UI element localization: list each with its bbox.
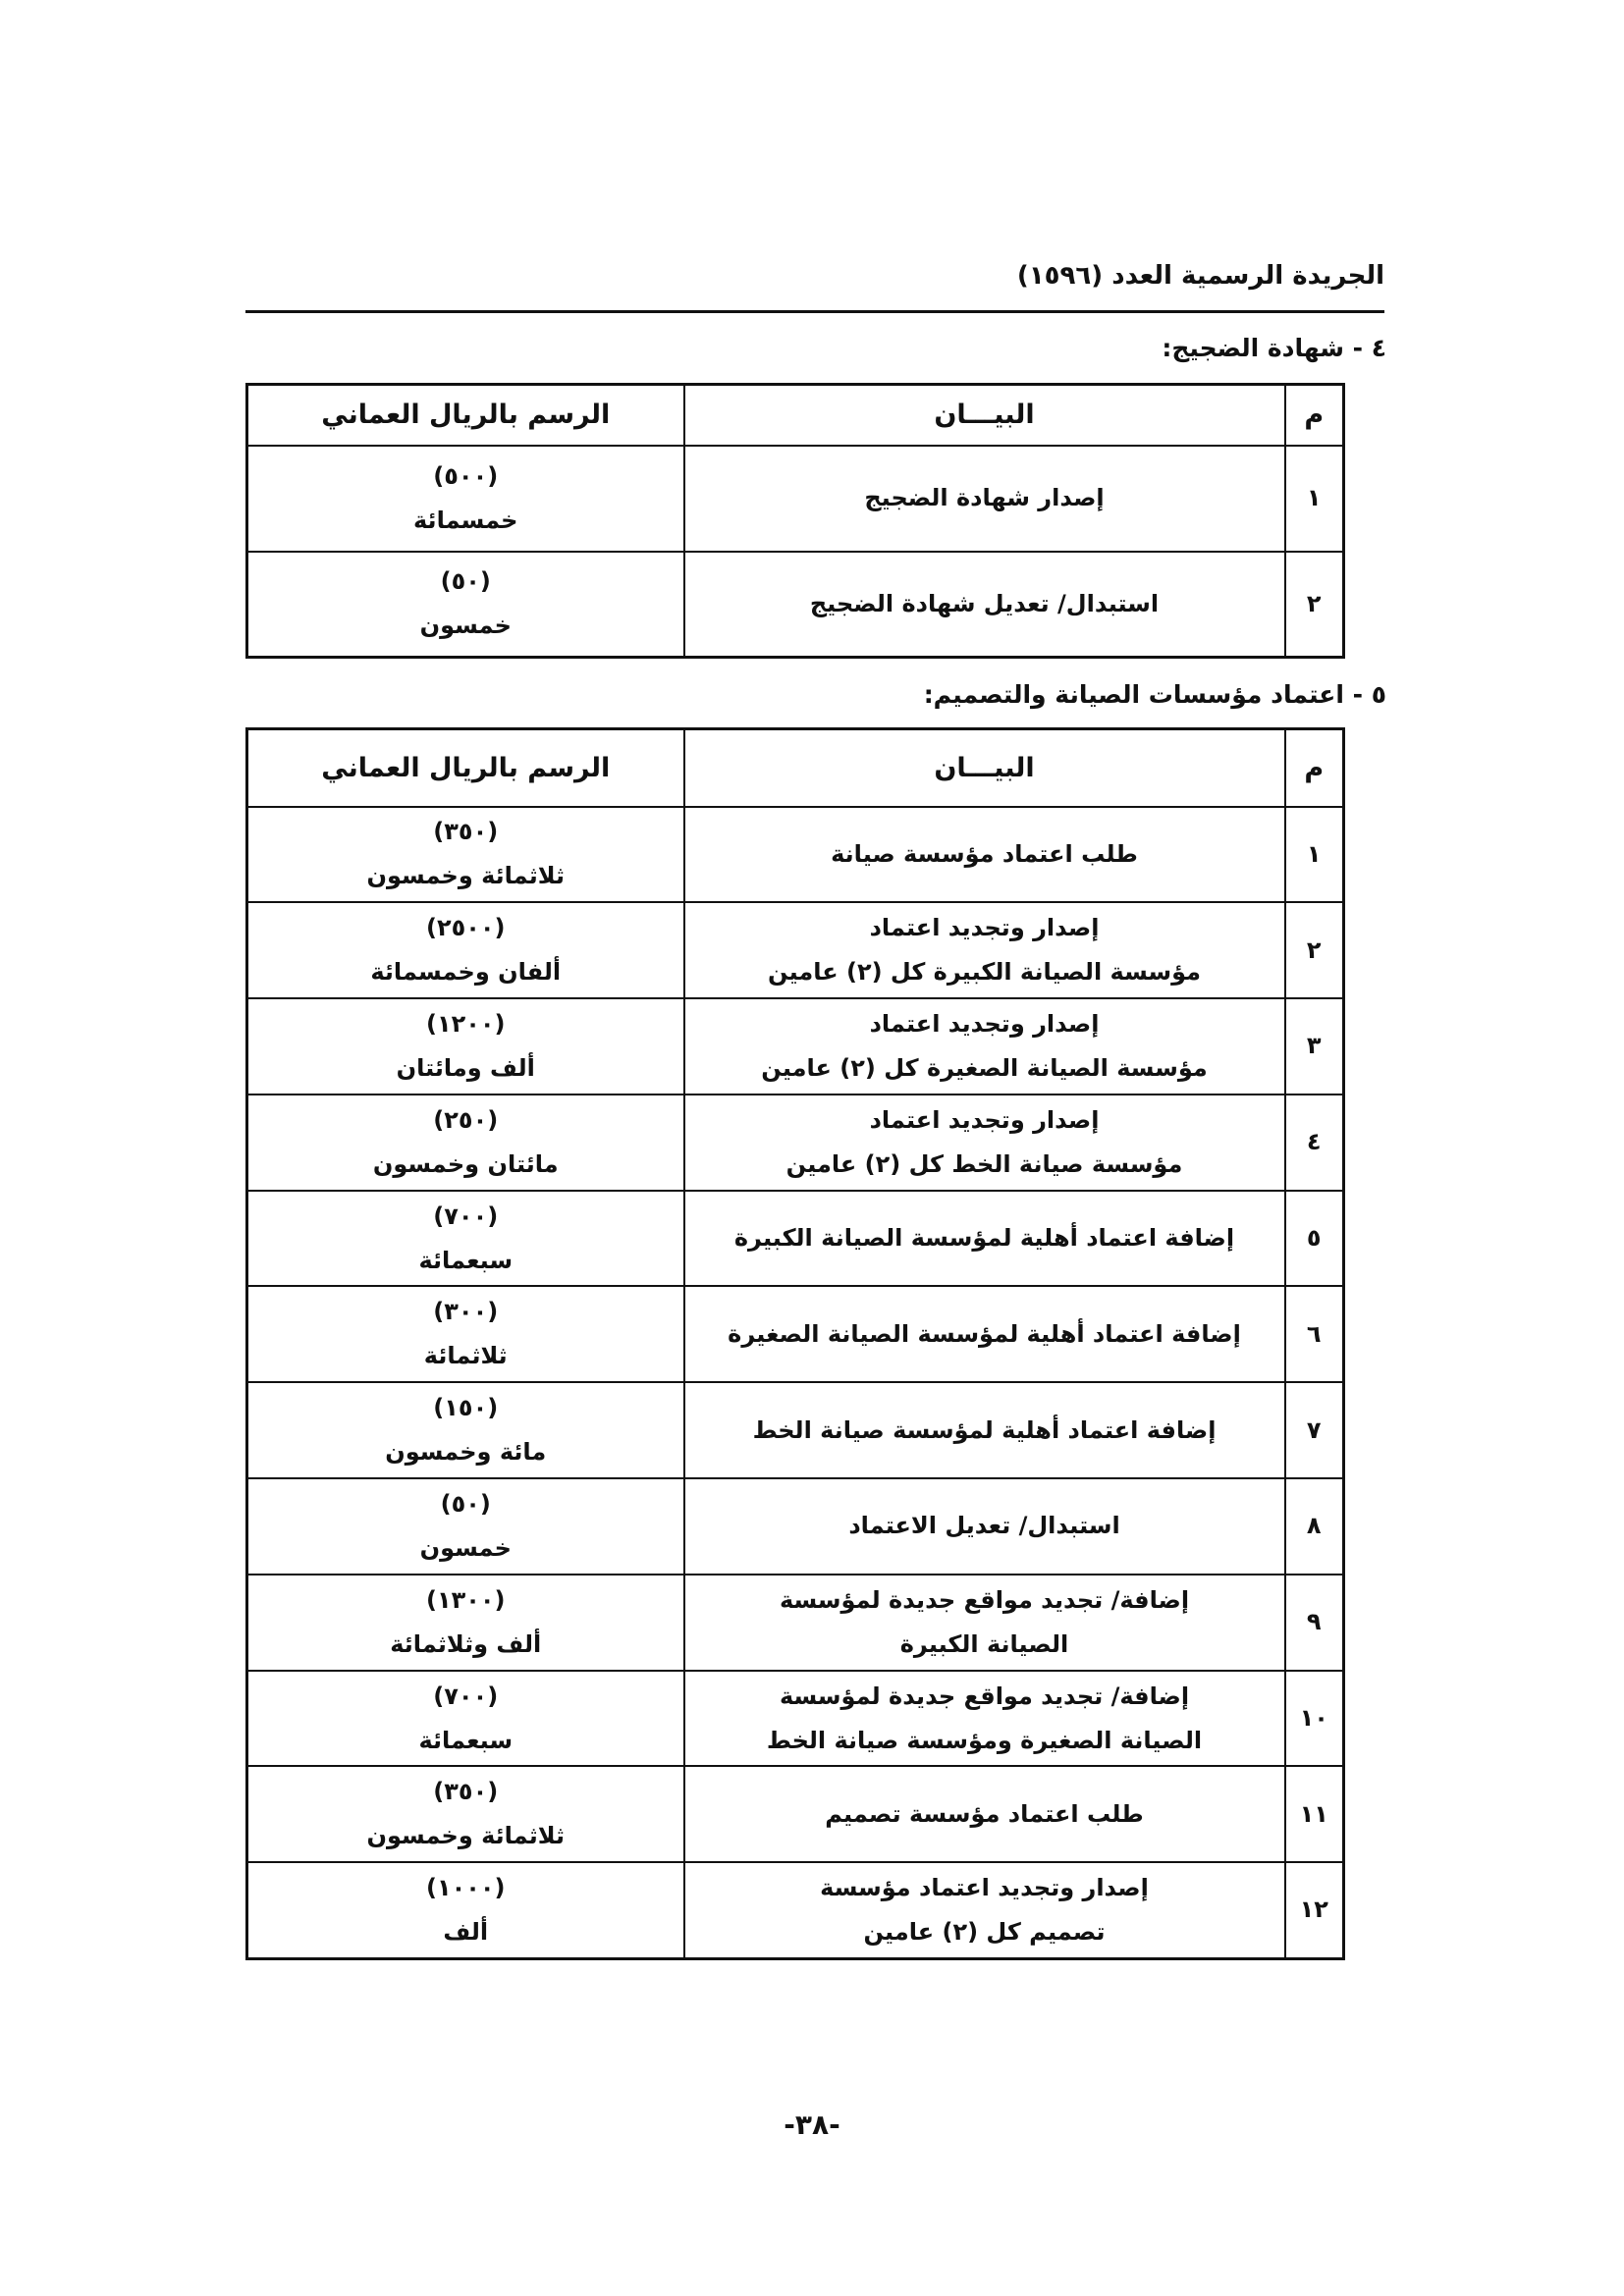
row-description <box>684 902 1285 998</box>
row-fee <box>247 1671 684 1767</box>
fee-amount: (٢٥٠٠) <box>425 914 506 942</box>
description-line: مؤسسة صيانة الخط كل (٢) عامين <box>785 1149 1183 1178</box>
description-line: إضافة اعتماد أهلية لمؤسسة الصيانة الصغيرة <box>728 1319 1241 1348</box>
row-number: ١٠ <box>1285 1671 1344 1767</box>
fee-amount: (٥٠) <box>440 1489 491 1518</box>
description-line: الصيانة الصغيرة ومؤسسة صيانة الخط <box>766 1726 1203 1754</box>
description-line: الصيانة الكبيرة <box>899 1629 1069 1658</box>
table-row <box>247 1766 1344 1862</box>
description-line: إضافة/ تجديد مواقع جديدة لمؤسسة <box>779 1585 1190 1614</box>
row-description <box>684 1862 1285 1958</box>
fee-amount-in-words: سبعمائة <box>418 1246 514 1274</box>
row-fee <box>247 1478 684 1575</box>
description-line: إضافة اعتماد أهلية لمؤسسة صيانة الخط <box>752 1415 1217 1444</box>
fee-amount: (٣٥٠) <box>433 1778 499 1806</box>
column-header-fee: الرسم بالريال العماني <box>247 385 684 446</box>
row-number: ١ <box>1285 446 1344 552</box>
fee-amount-in-words: خمسمائة <box>413 506 518 534</box>
row-fee <box>247 902 684 998</box>
description-line: إصدار وتجديد اعتماد <box>869 914 1100 942</box>
table-header-row <box>247 729 1344 807</box>
fee-amount-in-words: خمسون <box>419 612 512 640</box>
description-line: طلب اعتماد مؤسسة تصميم <box>825 1799 1144 1828</box>
row-fee <box>247 1766 684 1862</box>
fee-amount-in-words: ألف <box>443 1917 489 1946</box>
row-description <box>684 1478 1285 1575</box>
page-header <box>245 253 1384 313</box>
description-line: إصدار وتجديد اعتماد <box>869 1009 1100 1038</box>
table-row <box>247 1478 1344 1575</box>
row-fee <box>247 1382 684 1478</box>
table-row <box>247 1575 1344 1671</box>
description-line: إضافة/ تجديد مواقع جديدة لمؤسسة <box>779 1682 1190 1710</box>
fee-amount-in-words: ثلاثمائة وخمسون <box>366 862 566 890</box>
table-header-row <box>247 385 1344 446</box>
description-line: طلب اعتماد مؤسسة صيانة <box>831 839 1138 868</box>
table-row <box>247 1382 1344 1478</box>
row-fee <box>247 1575 684 1671</box>
row-description <box>684 446 1285 552</box>
fee-amount: (١٣٠٠) <box>425 1585 506 1614</box>
fee-amount-in-words: ثلاثمائة <box>423 1342 508 1370</box>
noise-certificate-fee-table <box>245 383 1345 659</box>
row-fee <box>247 998 684 1095</box>
fee-amount: (٣٠٠) <box>433 1298 499 1326</box>
row-fee <box>247 1862 684 1958</box>
table-row <box>247 1191 1344 1287</box>
row-number: ١ <box>1285 807 1344 903</box>
row-number: ٤ <box>1285 1095 1344 1191</box>
row-fee <box>247 807 684 903</box>
row-description <box>684 1575 1285 1671</box>
description-line: تصميم كل (٢) عامين <box>863 1917 1106 1946</box>
table-row <box>247 552 1344 658</box>
row-fee <box>247 1191 684 1287</box>
table-row <box>247 902 1344 998</box>
row-description <box>684 1671 1285 1767</box>
fee-amount-in-words: ألف ومائتان <box>396 1053 535 1082</box>
row-description <box>684 1191 1285 1287</box>
description-line: إضافة اعتماد أهلية لمؤسسة الصيانة الكبيرة <box>733 1224 1235 1253</box>
row-number: ٦ <box>1285 1286 1344 1382</box>
fee-amount: (١٥٠) <box>433 1394 499 1422</box>
row-description <box>684 807 1285 903</box>
row-number: ١٢ <box>1285 1862 1344 1958</box>
fee-amount: (٢٥٠) <box>433 1105 499 1134</box>
fee-amount: (٥٠٠) <box>433 461 499 490</box>
column-header-number: م <box>1285 385 1344 446</box>
description-line: استبدال/ تعديل الاعتماد <box>848 1512 1120 1540</box>
row-description <box>684 552 1285 658</box>
row-number: ١١ <box>1285 1766 1344 1862</box>
fee-amount: (٥٠) <box>440 567 491 596</box>
table-row <box>247 446 1344 552</box>
fee-amount: (٧٠٠) <box>433 1682 499 1710</box>
fee-amount-in-words: مائة وخمسون <box>385 1438 547 1467</box>
row-description <box>684 1766 1285 1862</box>
row-fee <box>247 1095 684 1191</box>
description-line: إصدار وتجديد اعتماد <box>869 1105 1100 1134</box>
description-line: مؤسسة الصيانة الصغيرة كل (٢) عامين <box>761 1053 1208 1082</box>
fee-amount-in-words: مائتان وخمسون <box>372 1149 559 1178</box>
fee-amount-in-words: سبعمائة <box>418 1726 514 1754</box>
gazette-title: الجريدة الرسمية العدد (١٥٩٦) <box>1016 261 1384 291</box>
fee-amount-in-words: ألف وثلاثمائة <box>390 1629 542 1658</box>
fee-amount: (١٢٠٠) <box>425 1009 506 1038</box>
table-row <box>247 998 1344 1095</box>
description-line: استبدال/ تعديل شهادة الضجيج <box>809 589 1160 617</box>
description-line: إصدار شهادة الضجيج <box>864 484 1105 511</box>
column-header-number: م <box>1285 729 1344 807</box>
row-description <box>684 1382 1285 1478</box>
row-number: ٥ <box>1285 1191 1344 1287</box>
row-description <box>684 1095 1285 1191</box>
table-row <box>247 1286 1344 1382</box>
row-number: ٨ <box>1285 1478 1344 1575</box>
table-row <box>247 1095 1344 1191</box>
row-fee <box>247 446 684 552</box>
column-header-fee: الرسم بالريال العماني <box>247 729 684 807</box>
row-fee <box>247 1286 684 1382</box>
row-number: ٣ <box>1285 998 1344 1095</box>
row-number: ٢ <box>1285 552 1344 658</box>
table-row <box>247 807 1344 903</box>
fee-amount-in-words: خمسون <box>419 1533 512 1562</box>
table-row <box>247 1862 1344 1958</box>
section-4-heading: ٤ - شهادة الضجيج: <box>1162 334 1386 362</box>
column-header-description: البيـــان <box>684 729 1285 807</box>
description-line: إصدار وتجديد اعتماد مؤسسة <box>820 1873 1149 1901</box>
row-number: ٧ <box>1285 1382 1344 1478</box>
section-5-heading: ٥ - اعتماد مؤسسات الصيانة والتصميم: <box>923 680 1386 709</box>
fee-amount: (١٠٠٠) <box>425 1873 506 1901</box>
fee-amount: (٣٥٠) <box>433 818 499 846</box>
row-description <box>684 998 1285 1095</box>
row-description <box>684 1286 1285 1382</box>
row-number: ٩ <box>1285 1575 1344 1671</box>
fee-amount-in-words: ثلاثمائة وخمسون <box>366 1822 566 1850</box>
table-row <box>247 1671 1344 1767</box>
row-fee <box>247 552 684 658</box>
maintenance-design-approval-fee-table <box>245 727 1345 1960</box>
fee-amount: (٧٠٠) <box>433 1201 499 1230</box>
fee-amount-in-words: ألفان وخمسمائة <box>370 958 562 987</box>
row-number: ٢ <box>1285 902 1344 998</box>
page-number: -٣٨- <box>784 2109 840 2141</box>
description-line: مؤسسة الصيانة الكبيرة كل (٢) عامين <box>767 958 1202 987</box>
column-header-description: البيـــان <box>684 385 1285 446</box>
